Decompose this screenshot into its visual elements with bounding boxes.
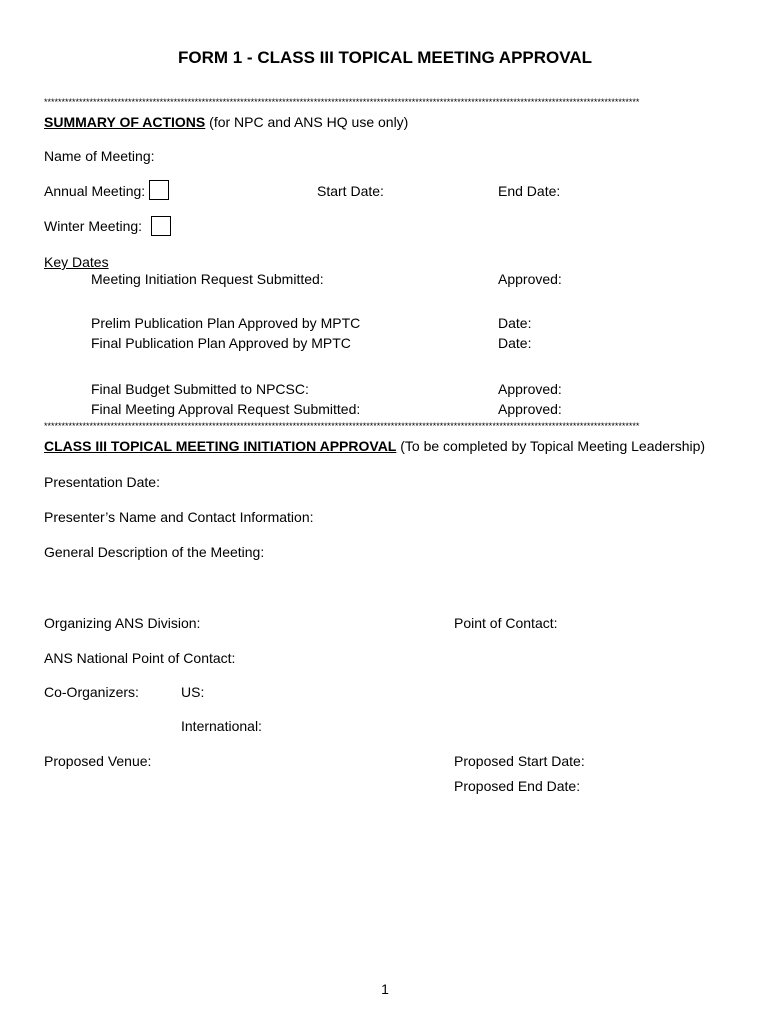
winter-meeting-checkbox[interactable]: [151, 216, 171, 236]
separator-middle: **************************************************************************************************************************************************************************: [44, 421, 640, 431]
proposed-end-date-label: Proposed End Date:: [454, 778, 581, 794]
date-label-1: Date:: [498, 315, 532, 331]
approved-label-1: Approved:: [498, 271, 562, 287]
name-of-meeting-label: Name of Meeting:: [44, 148, 155, 164]
end-date-label: End Date:: [498, 183, 561, 199]
summary-heading-note: (for NPC and ANS HQ use only): [205, 114, 409, 130]
page-number: 1: [381, 981, 389, 997]
general-description-label: General Description of the Meeting:: [44, 544, 265, 560]
final-budget-label: Final Budget Submitted to NPCSC:: [91, 381, 309, 397]
final-publication-plan-label: Final Publication Plan Approved by MPTC: [91, 335, 351, 351]
separator-top: **************************************************************************************************************************************************************************: [44, 97, 640, 107]
us-label: US:: [181, 684, 205, 700]
final-meeting-approval-label: Final Meeting Approval Request Submitted:: [91, 401, 361, 417]
organizing-division-label: Organizing ANS Division:: [44, 615, 201, 631]
prelim-publication-plan-label: Prelim Publication Plan Approved by MPTC: [91, 315, 361, 331]
initiation-heading-note: (To be completed by Topical Meeting Leadership): [396, 438, 706, 454]
international-label: International:: [181, 718, 262, 734]
summary-heading-line: [44, 114, 408, 130]
point-of-contact-label: Point of Contact:: [454, 615, 558, 631]
national-point-of-contact-label: ANS National Point of Contact:: [44, 650, 236, 666]
winter-meeting-label: Winter Meeting:: [44, 218, 143, 234]
proposed-venue-label: Proposed Venue:: [44, 753, 152, 769]
date-label-2: Date:: [498, 335, 532, 351]
annual-meeting-checkbox[interactable]: [149, 180, 169, 200]
approved-label-2: Approved:: [498, 381, 562, 397]
presenter-label: Presenter’s Name and Contact Information:: [44, 509, 314, 525]
key-dates-heading: Key Dates: [44, 254, 109, 270]
initiation-heading: CLASS III TOPICAL MEETING INITIATION APPROVAL: [44, 438, 397, 454]
approved-label-3: Approved:: [498, 401, 562, 417]
proposed-start-date-label: Proposed Start Date:: [454, 753, 585, 769]
co-organizers-label: Co-Organizers:: [44, 684, 139, 700]
meeting-initiation-request-label: Meeting Initiation Request Submitted:: [91, 271, 324, 287]
initiation-heading-line: [44, 438, 705, 454]
annual-meeting-label: Annual Meeting:: [44, 183, 146, 199]
form-title: FORM 1 - CLASS III TOPICAL MEETING APPROVAL: [177, 48, 592, 67]
summary-heading: SUMMARY OF ACTIONS: [44, 114, 206, 130]
presentation-date-label: Presentation Date:: [44, 474, 160, 490]
start-date-label: Start Date:: [317, 183, 384, 199]
